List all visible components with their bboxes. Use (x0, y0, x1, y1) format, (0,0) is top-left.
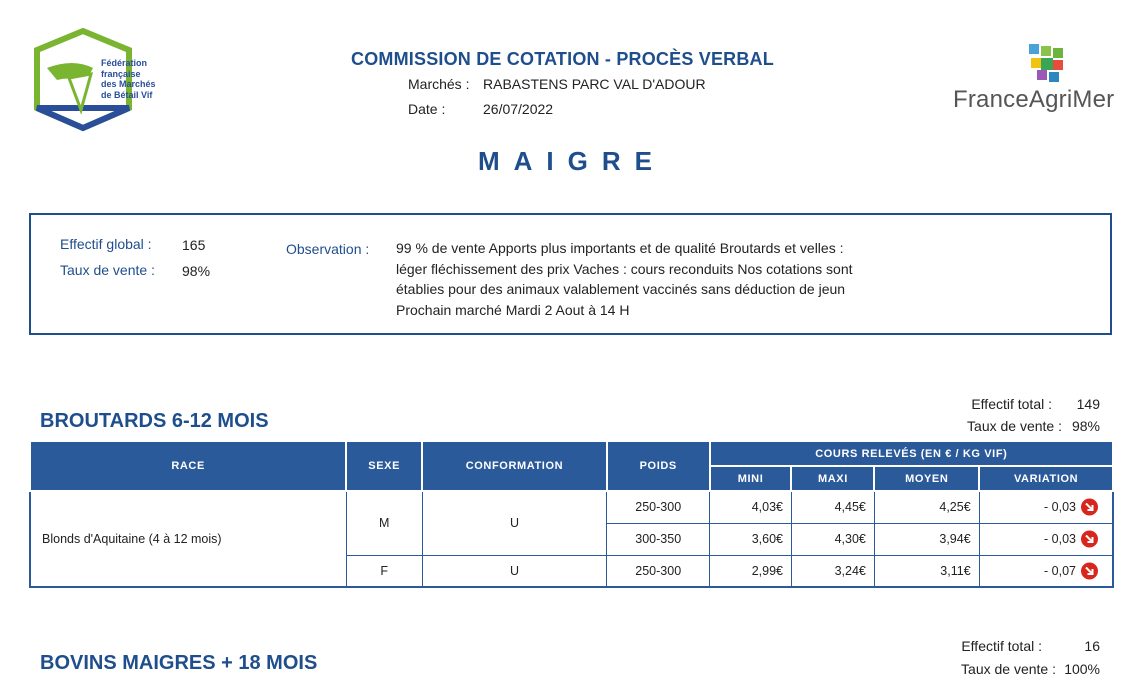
observation-text: 99 % de vente Apports plus importants et de qualité Broutards et velles : léger fléchissement des prix Vaches : cours reconduits Nos cotations sont établies pour des animaux valablement vaccinés sans déduction de jeun Prochain marché Mardi 2 Aout à 14 H (396, 240, 853, 318)
broutards-table (29, 440, 1114, 588)
logo-line: des Marchés (101, 79, 156, 89)
sexe-cell: M (346, 491, 422, 555)
market-value: RABASTENS PARC VAL D'ADOUR (483, 76, 706, 92)
logo-line: française (101, 68, 141, 79)
moyen-cell: 3,94€ (874, 523, 979, 555)
mini-cell: 2,99€ (710, 555, 792, 587)
col-header-poids: POIDS (607, 441, 710, 491)
date-value: 26/07/2022 (483, 101, 554, 117)
arrow-down-right-icon (1081, 562, 1098, 579)
date-label: Date : (408, 101, 446, 117)
section-heading-maigre: MAIGRE (478, 146, 666, 176)
bovins-effectif-value: 16 (1084, 638, 1100, 654)
bovins-taux-value: 100% (1064, 661, 1100, 677)
col-header-mini: MINI (710, 466, 792, 491)
variation-cell (979, 491, 1113, 523)
race-cell: Blonds d'Aquitaine (4 à 12 mois) (30, 491, 346, 587)
bovins-taux-label: Taux de vente : (961, 661, 1056, 677)
broutards-effectif-label: Effectif total : (971, 396, 1052, 412)
taux-vente-value: 98% (182, 263, 211, 279)
maxi-cell: 4,30€ (791, 523, 874, 555)
moyen-cell: 4,25€ (874, 491, 979, 523)
logo-line: Fédération (101, 58, 148, 68)
poids-cell: 300-350 (607, 523, 710, 555)
ffmbv-logo (33, 28, 169, 132)
broutards-taux-value: 98% (1071, 418, 1100, 434)
poids-cell: 250-300 (607, 491, 710, 523)
broutards-title: BROUTARDS 6-12 MOIS (40, 410, 269, 432)
market-label: Marchés : (408, 76, 470, 92)
maxi-cell: 3,24€ (791, 555, 874, 587)
moyen-cell: 3,11€ (874, 555, 979, 587)
maxi-cell: 4,45€ (791, 491, 874, 523)
broutards-effectif-value: 149 (1076, 396, 1100, 412)
logo-line: de Bétail Vif (101, 89, 153, 100)
taux-vente-label: Taux de vente : (60, 262, 155, 278)
col-header-variation: VARIATION (979, 466, 1113, 491)
broutards-taux-label: Taux de vente : (967, 418, 1062, 434)
mini-cell: 3,60€ (710, 523, 792, 555)
col-header-cours: COURS RELEVÉS (EN € / KG VIF) (710, 441, 1113, 466)
variation-cell (979, 555, 1113, 587)
variation-value: - 0,07 (1044, 563, 1076, 578)
observation-label: Observation : (286, 241, 370, 257)
variation-cell (979, 523, 1113, 555)
arrow-down-right-icon (1081, 531, 1098, 548)
col-header-race: RACE (30, 441, 346, 491)
effectif-global-value: 165 (182, 237, 206, 253)
franceagrimer-logo (953, 44, 1123, 116)
poids-cell: 250-300 (607, 555, 710, 587)
variation-value: - 0,03 (1044, 532, 1076, 546)
document-title: COMMISSION DE COTATION - PROCÈS VERBAL (351, 49, 774, 69)
franceagrimer-logo-mark (1029, 44, 1071, 84)
col-header-moyen: MOYEN (874, 466, 979, 491)
mini-cell: 4,03€ (710, 491, 792, 523)
table-row (30, 491, 1113, 523)
bovins-effectif-label: Effectif total : (961, 638, 1042, 654)
arrow-down-right-icon (1081, 499, 1098, 516)
col-header-sexe: SEXE (346, 441, 422, 491)
col-header-maxi: MAXI (791, 466, 874, 491)
sexe-cell: F (346, 555, 422, 587)
franceagrimer-wordmark: FranceAgriMer (953, 86, 1115, 113)
variation-value: - 0,03 (1044, 500, 1076, 515)
col-header-conformation: CONFORMATION (422, 441, 607, 491)
conformation-cell: U (422, 555, 607, 587)
conformation-cell: U (422, 491, 607, 555)
bovins-title: BOVINS MAIGRES + 18 MOIS (40, 652, 318, 674)
effectif-global-label: Effectif global : (60, 236, 152, 252)
